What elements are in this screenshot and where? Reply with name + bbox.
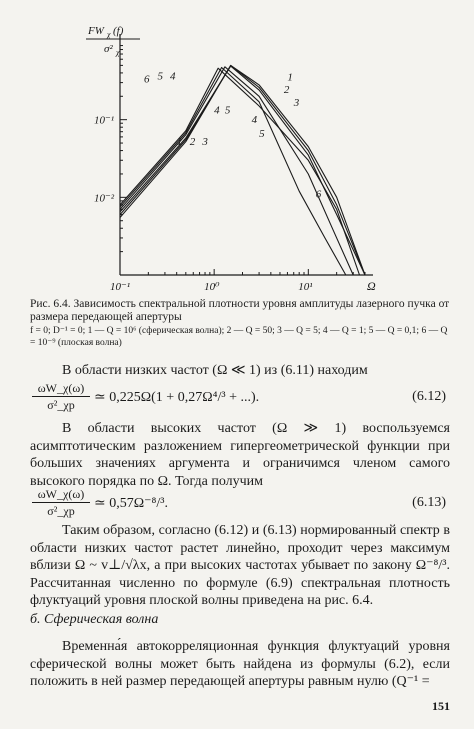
equation-6-12-fraction <box>32 380 90 413</box>
equation-6-12 <box>30 380 450 416</box>
series-label-right-3: 3 <box>293 96 300 109</box>
figure-caption-legend: f = 0; D⁻¹ = 0; 1 — Q = 10⁶ (сферическая волна); 2 — Q = 50; 3 — Q = 5; 4 — Q = 1; 5 — Q = 0,1; 6 — Q = 10⁻⁹ (плоская волна) <box>30 326 448 348</box>
page-number: 151 <box>432 699 450 713</box>
series-label-right-6: 6 <box>315 188 322 201</box>
x-tick-label: 10⁰ <box>204 281 220 293</box>
y-axis-label-denominator: σ² <box>104 43 113 55</box>
series-label-right-5: 5 <box>259 127 265 140</box>
equation-6-12-denominator: σ²_χp <box>47 398 75 412</box>
paragraph-low-freq: В области низких частот (Ω ≪ 1) из (6.11) находим <box>62 363 368 378</box>
x-tick-label: 10⁻¹ <box>110 281 131 293</box>
series-line-4 <box>120 67 353 275</box>
plot-curves <box>120 65 365 275</box>
figure-caption-title: Рис. 6.4. Зависимость спектральной плотности уровня амплитуды лазерного пучка от размера передающей апертуры <box>30 298 450 323</box>
y-tick-label: 10⁻¹ <box>94 114 115 127</box>
series-label-right-1: 1 <box>287 71 293 84</box>
x-axis-label: Ω <box>367 279 376 293</box>
y-axis-label-denominator-sub: χ <box>116 48 120 57</box>
series-label-right-4: 4 <box>251 114 258 127</box>
series-label-mid-2: 2 <box>189 135 196 148</box>
series-label-mid-1: 1 <box>176 135 183 148</box>
equation-6-13-fraction <box>32 486 90 519</box>
series-label-mid-4: 4 <box>214 104 220 117</box>
series-label-mid-3: 3 <box>202 135 208 148</box>
series-label-mid-5: 5 <box>224 104 231 117</box>
paragraph-summary: Таким образом, согласно (6.12) и (6.13) нормированный спектр в области низких частот растет линейно, проходит через максимум вблизи Ω ~ v⊥/√λx, а при высоких частотах убывает по закону Ω⁻⁸/³. Рассчитанная численно по формуле (6.9) спектральная плотность флуктуаций уровня плоской волны приведена на рис. 6.4. <box>30 523 450 608</box>
equation-6-12-number: (6.12) <box>412 389 446 404</box>
paragraph-spherical: Временна́я автокорреляционная функция флуктуаций уровня сферической волны может быть найдена из формулы (6.2), если положить в ней размер передающей апертуры равным нулю (Q⁻¹ = <box>30 639 450 689</box>
equation-6-13-number: (6.13) <box>412 495 446 510</box>
y-axis-label-arg: (f) <box>113 25 124 37</box>
equation-6-12-rhs: ≃ 0,225Ω(1 + 0,27Ω⁴/³ + ...). <box>94 390 260 405</box>
equation-6-12-numerator: ωW_χ(ω) <box>32 380 90 397</box>
series-label-left-6: 6 <box>144 73 150 86</box>
y-tick-label: 10⁻² <box>94 192 115 205</box>
series-label-right-2: 2 <box>283 84 290 97</box>
equation-6-13-numerator: ωW_χ(ω) <box>32 486 90 503</box>
paragraph-high-freq: В области высоких частот (Ω ≫ 1) воспользуемся асимптотическим разложением гипергеометрической функции при больших значениях аргумента и ограничимся членом самого высокого порядка по Ω. Тогда получим <box>30 421 450 489</box>
equation-6-13 <box>30 486 450 522</box>
spectral-density-figure <box>60 20 390 302</box>
equation-6-13-rhs: ≃ 0,57Ω⁻⁸/³. <box>94 496 168 511</box>
section-heading-spherical: б. Сферическая волна <box>30 612 159 627</box>
y-axis-label-numerator-sub: χ <box>107 30 111 39</box>
x-tick-label: 10¹ <box>298 281 313 293</box>
series-label-left-4: 4 <box>170 70 176 83</box>
series-label-left-5: 5 <box>157 70 163 83</box>
y-axis-label-numerator: FW <box>88 25 104 37</box>
equation-6-13-denominator: σ²_χp <box>47 504 75 518</box>
plot-svg <box>60 20 390 302</box>
